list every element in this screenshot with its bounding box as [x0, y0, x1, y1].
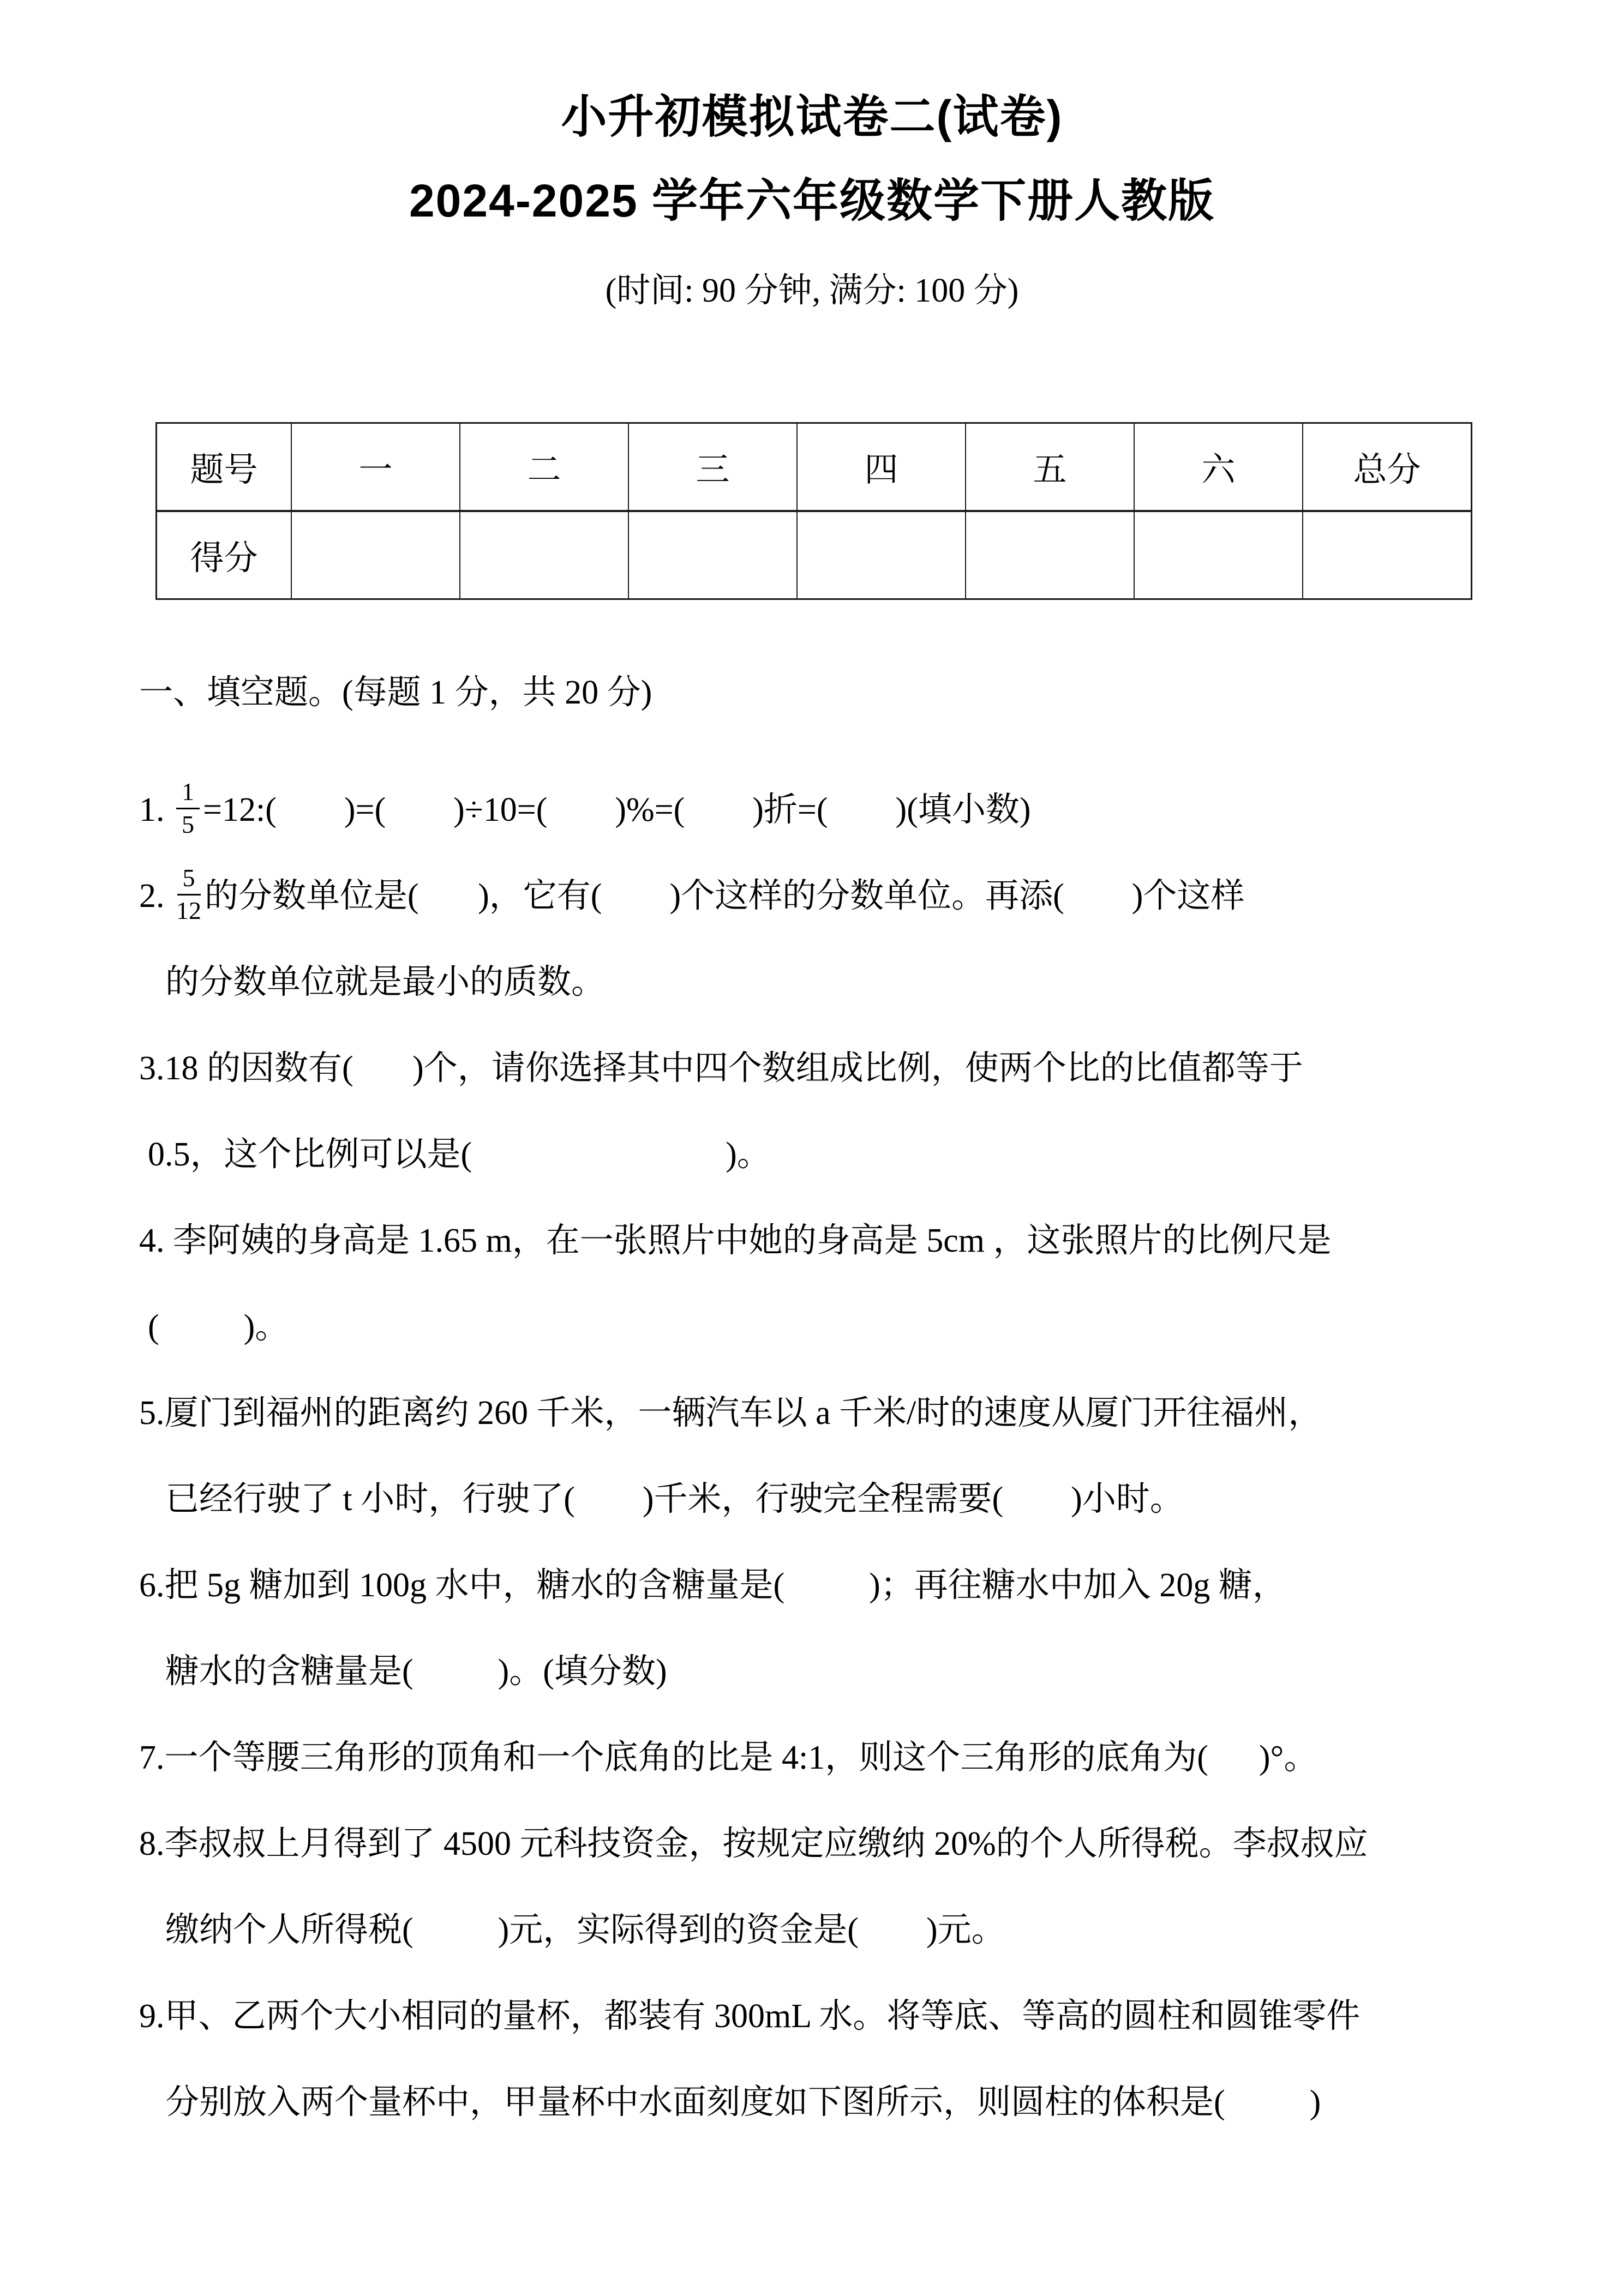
fraction-one-fifth: [176, 778, 200, 839]
score-cell-5: [966, 511, 1134, 599]
question-2-number: 2.: [139, 877, 173, 915]
question-5-line-2: 已经行驶了 t 小时，行驶了( )千米，行驶完全程需要( )小时。: [165, 1480, 1184, 1518]
score-table-col-4: 四: [797, 423, 966, 511]
question-2-line-2: 的分数单位就是最小的质数。: [165, 963, 606, 1001]
fraction-five-twelfths: [176, 864, 201, 925]
section-1-heading: 一、填空题。(每题 1 分，共 20 分): [139, 674, 652, 711]
question-9-line-2: 分别放入两个量杯中，甲量杯中水面刻度如下图所示，则圆柱的体积是( ): [165, 2083, 1321, 2121]
question-1-number: 1.: [139, 791, 173, 828]
score-table-col-total: 总分: [1303, 423, 1472, 511]
score-table-header-row: [157, 423, 1472, 511]
question-5-line-1: 5.厦门到福州的距离约 260 千米，一辆汽车以 a 千米/时的速度从厦门开往福州，: [139, 1394, 1322, 1432]
question-1: [139, 767, 1624, 853]
score-cell-2: [460, 511, 628, 599]
question-6-line-2: 糖水的含糖量是( )。(填分数): [165, 1652, 667, 1690]
fraction-numerator: 5: [177, 864, 201, 895]
question-2-text: 的分数单位是( )，它有( )个这样的分数单位。再添( )个这样: [205, 877, 1245, 915]
question-8-line-1: 8.李叔叔上月得到了 4500 元科技资金，按规定应缴纳 20%的个人所得税。李叔叔应: [139, 1825, 1368, 1862]
question-9-line-1: 9.甲、乙两个大小相同的量杯，都装有 300mL 水。将等底、等高的圆柱和圆锥零件: [139, 1997, 1361, 2035]
score-table-col-2: 二: [460, 423, 628, 511]
page-title: 小升初模拟试卷二(试卷): [561, 91, 1063, 142]
score-table-col-6: 六: [1134, 423, 1303, 511]
score-table-col-1: 一: [291, 423, 460, 511]
question-6-line-1: 6.把 5g 糖加到 100g 水中，糖水的含糖量是( )；再往糖水中加入 20g 糖，: [139, 1566, 1286, 1604]
score-cell-3: [628, 511, 797, 599]
question-8-line-2: 缴纳个人所得税( )元，实际得到的资金是( )元。: [165, 1911, 1005, 1949]
page-subtitle: 2024-2025 学年六年级数学下册人教版: [409, 175, 1215, 227]
question-4-line-1: 4. 李阿姨的身高是 1.65 m，在一张照片中她的身高是 5cm ，这张照片的比例尺是: [139, 1222, 1332, 1259]
question-1-text: =12:( )=( )÷10=( )%=( )折=( )(填小数): [203, 791, 1031, 828]
score-table-question-number-label: 题号: [157, 423, 292, 511]
question-3-line-1: 3.18 的因数有( )个，请你选择其中四个数组成比例，使两个比的比值都等于: [139, 1049, 1303, 1087]
exam-info-line: (时间: 90 分钟, 满分: 100 分): [605, 272, 1019, 310]
question-7: 7.一个等腰三角形的顶角和一个底角的比是 4:1，则这个三角形的底角为( )°。: [139, 1739, 1318, 1776]
fraction-numerator: 1: [176, 778, 200, 809]
score-table-col-5: 五: [966, 423, 1134, 511]
score-cell-total: [1303, 511, 1472, 599]
score-table-col-3: 三: [628, 423, 797, 511]
score-table: [155, 422, 1472, 600]
question-4-line-2: ( )。: [148, 1308, 289, 1345]
score-cell-4: [797, 511, 966, 599]
score-cell-6: [1134, 511, 1303, 599]
question-2-line-1: [139, 853, 1624, 939]
fraction-denominator: 12: [176, 896, 201, 924]
question-3-line-2: 0.5，这个比例可以是( )。: [148, 1135, 771, 1173]
fraction-denominator: 5: [182, 810, 194, 838]
questions-list: [0, 767, 1624, 2145]
score-table-score-label: 得分: [157, 511, 292, 599]
score-table-score-row: [157, 511, 1472, 599]
score-cell-1: [291, 511, 460, 599]
